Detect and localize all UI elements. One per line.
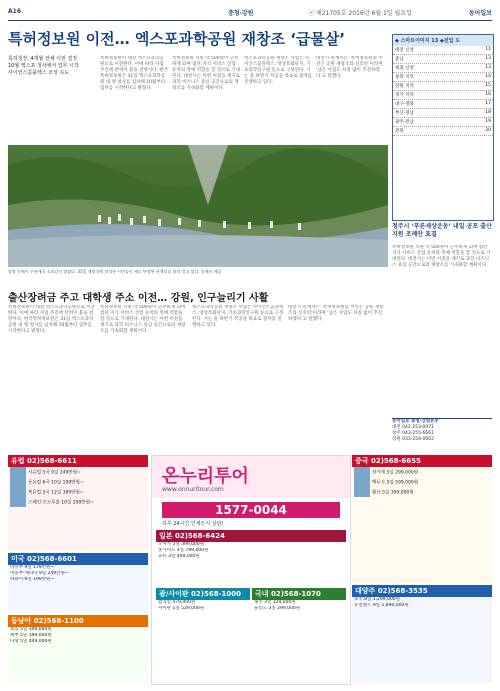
page-header [8, 8, 492, 21]
photo-thumb-icon [354, 477, 370, 487]
ad-china-title: 중국 02)568-6655 [352, 455, 492, 467]
ad-line: 보홀 5일 349,000원 [10, 627, 52, 632]
index-page: 14 [485, 74, 491, 79]
index-box-title: ◆ 스마트이미지 13 ◆전입 도 [393, 35, 493, 46]
index-label: 충남 [395, 57, 404, 62]
ad-line: 하와이 6일 199만원~ [10, 577, 55, 582]
index-row [393, 127, 493, 136]
ad-line: 스페인·포르투갈 10일 299만원~ [28, 500, 94, 506]
index-row [393, 46, 493, 55]
photo-thumb-icon [10, 467, 26, 477]
index-row [393, 109, 493, 118]
ad-korea[interactable] [252, 588, 346, 680]
ad-line: 호주 8일 1,299,000원 [354, 597, 401, 602]
side-article: 특허정보원 직원 약 500명이 근무하게 되며 첨단 지식 서비스 산업 유치의 촉매 역할을 할 것으로 기대된다. 대전시는 이번 이전을 계기로 과학 비즈니스 중심 공간으로의 재창조를 가속화할 계획이다. [392, 245, 491, 268]
brand-slogan: 하루 24시간 언제든지 상담! [162, 521, 224, 527]
photo-thumb-icon [354, 487, 370, 497]
page-number: A16 [8, 8, 21, 15]
sub-headline: 특허청장, 4개월 전체 이전 결정 [8, 56, 78, 62]
article-column: 엑스포과학공원 재창조 사업은 사이언스콤플렉스, 영상특화단지, 기초과학연구원 등으로 구성된다. 시는 올 하반기 착공을 목표로 절차를 진행하고 있다. [192, 305, 284, 328]
photo-thumb-icon [10, 497, 26, 507]
index-row [393, 64, 493, 73]
side-headline: 청주시 ‘푸른세상운동’ 내일 공포 출산지원 조례안 표결 [392, 223, 492, 238]
brand-logo: 온누리투어 [162, 466, 249, 487]
ad-line: 홋카이도 4일 799,000원 [158, 548, 209, 553]
index-label: 부산·경남 [395, 111, 414, 116]
ad-line: 규슈 3일 499,000원 [158, 554, 200, 559]
index-page: 13 [485, 65, 491, 70]
brand-phone[interactable]: 1577-0044 [162, 502, 340, 518]
ad-line: 백두산 5일 599,000원 [372, 480, 419, 486]
index-row [393, 82, 493, 91]
ad-oceania[interactable] [352, 585, 492, 683]
photo-thumb-icon [10, 477, 26, 487]
index-page: 15 [485, 83, 491, 88]
sub-headline: 10월 엑스포 청사에서 업무 시작 [8, 63, 79, 69]
ad-line: 사이판 5일 529,000원 [158, 606, 205, 611]
ad-guam[interactable] [156, 588, 250, 680]
ad-line: 오사카 3일 399,000원 [158, 542, 205, 547]
article-column: 대전시 관계자는 ‘특허정보원의 이전은 공원 재창조의 신호탄’이라며 ‘남은 사업도 차질 없이 추진하겠다’고 말했다. [288, 305, 384, 322]
index-page: 16 [485, 92, 491, 97]
contact-line: 강원 033-254-0002 [392, 437, 435, 442]
brand-url[interactable]: www.onnuritour.com [162, 486, 224, 493]
article-column: 특허정보원이 대전 엑스포과학공원으로 이전한다. 이에 따라 사업 추진에 탄력이 붙을 전망이다. 한국특허정보원은 31일 엑스포과학공원 내 옛 청사를 임차해 10월부터 업무를 시작한다고 밝혔다. [100, 56, 168, 91]
photo-thumb-icon [354, 467, 370, 477]
ad-usa-title: 미국 02)568-6601 [8, 553, 148, 565]
index-row [393, 100, 493, 109]
ad-line: 동유럽 6국 10일 199만원~ [28, 480, 84, 486]
index-page: 19 [485, 119, 491, 124]
ad-line: 장가계 5일 299,000원 [372, 470, 419, 476]
index-label: 대구·경북 [395, 102, 414, 107]
ad-korea-title: 국내 02)568-1070 [252, 588, 346, 600]
second-headline: 출산장려금 주고 대학생 주소 이전… 강원, 인구늘리기 사활 [8, 293, 269, 304]
newspaper-brand: 동아일보 [468, 10, 492, 17]
sub-headlines [8, 56, 98, 77]
article-column: 특허정보원 직원 약 500명이 근무하게 되며 첨단 지식 서비스 산업 유치의 촉매 역할을 할 것으로 기대된다. 대전시는 이번 이전을 계기로 과학 비즈니스 중심 공간으로의 재창조를 가속화할 계획이다. [172, 56, 240, 91]
ad-line: 황산 5일 399,000원 [372, 490, 414, 496]
ad-line: 다낭 5일 449,000원 [10, 639, 52, 644]
index-label: 대전 신청 [395, 48, 414, 53]
ad-line: 제주 3일 129,000원 [254, 600, 296, 605]
index-label: 경기 지역 [395, 93, 414, 98]
article-column: 대전시 관계자는 ‘특허정보원의 이전은 공원 재창조의 신호탄’이라며 ‘남은 사업도 차질 없이 추진하겠다’고 말했다. [316, 56, 383, 79]
ad-asia[interactable] [8, 615, 148, 683]
index-page: 20 [485, 128, 491, 133]
photo-thumb-icon [10, 487, 26, 497]
ad-guam-title: 괌/사이판 02)568-1000 [156, 588, 250, 600]
ad-japan[interactable] [156, 530, 346, 586]
ad-line: 뉴질랜드 9일 1,890,000원 [354, 603, 409, 608]
index-label: 강원 지역 [395, 84, 414, 89]
index-box [392, 34, 494, 221]
contact-box [392, 418, 492, 443]
index-label: 충북 지역 [395, 75, 414, 80]
ad-europe-title: 유럽 02)568-6611 [8, 455, 148, 467]
valley-photo-image [8, 145, 388, 267]
photo-caption: 강원 동해시 무릉계곡 소리길이 열렸다. 31일 개장식에 참석한 시민들이 새로 단장된 산책로를 따라 걷고 있다. 동해시 제공 [8, 269, 222, 274]
main-photo [8, 145, 388, 267]
ad-asia-title: 동남아 02)568-1100 [8, 615, 148, 627]
ad-line: 북유럽 5국 12일 389만원~ [28, 490, 84, 496]
index-page: 13 [485, 56, 491, 61]
ad-line: 미서부 9일 179만원~ [10, 565, 55, 570]
index-label: 광주·전남 [395, 120, 414, 125]
article-column: 엑스포과학공원 재창조 사업은 사이언스콤플렉스, 영상특화단지, 기초과학연구원 등으로 구성된다. 시는 올 하반기 착공을 목표로 절차를 진행하고 있다. [244, 56, 312, 85]
contact-line: 대전 042-253-0071 [392, 425, 435, 430]
index-row [393, 55, 493, 64]
contact-line: 청주 043-255-6661 [392, 431, 435, 436]
index-page: 11 [485, 47, 491, 52]
issue-date: ⓐ 제21705호 2016년 6월 1일 월요일 [308, 10, 412, 17]
sub-headline: 사이언스콤플렉스 조성 속도 [8, 70, 70, 76]
index-row [393, 91, 493, 100]
article-column: 특허정보원이 대전 엑스포과학공원으로 이전한다. 이에 따라 사업 추진에 탄력이 붙을 전망이다. 한국특허정보원은 31일 엑스포과학공원 내 옛 청사를 임차해 10월부터 업무를 시작한다고 밝혔다. [8, 305, 95, 334]
ad-line: 세부 5일 399,000원 [10, 633, 52, 638]
index-label: 세종 신청 [395, 66, 414, 71]
travel-ad [8, 455, 492, 683]
ad-china[interactable] [352, 455, 492, 583]
ad-line: 울릉도 3일 299,000원 [254, 606, 301, 611]
main-headline: 특허정보원 이전… 엑스포과학공원 재창조 ‘급물살’ [8, 30, 346, 48]
article-column: 특허정보원 직원 약 500명이 근무하게 되며 첨단 지식 서비스 산업 유치의 촉매 역할을 할 것으로 기대된다. 대전시는 이번 이전을 계기로 과학 비즈니스 중심 공간으로의 재창조를 가속화할 계획이다. [100, 305, 186, 334]
index-page: 18 [485, 110, 491, 115]
ad-line: 괌 5일 479,000원 [158, 600, 196, 605]
section-title: 충청·강원 [228, 10, 254, 17]
index-row [393, 118, 493, 127]
ad-oceania-title: 대양주 02)568-3535 [352, 585, 492, 597]
ad-line: 서유럽 5국 9일 249만원~ [28, 470, 81, 476]
ad-usa[interactable] [8, 553, 148, 613]
index-page: 17 [485, 101, 491, 106]
contact-title: 동아일보 충청·강원본부 [392, 419, 439, 424]
index-label: 전북 [395, 129, 404, 134]
ad-japan-title: 일본 02)568-6424 [156, 530, 346, 542]
index-row [393, 73, 493, 82]
ad-line: 미동부·캐나다 9일 249만원~ [10, 571, 69, 576]
ad-europe[interactable] [8, 455, 148, 551]
onnuri-center[interactable] [151, 455, 351, 685]
